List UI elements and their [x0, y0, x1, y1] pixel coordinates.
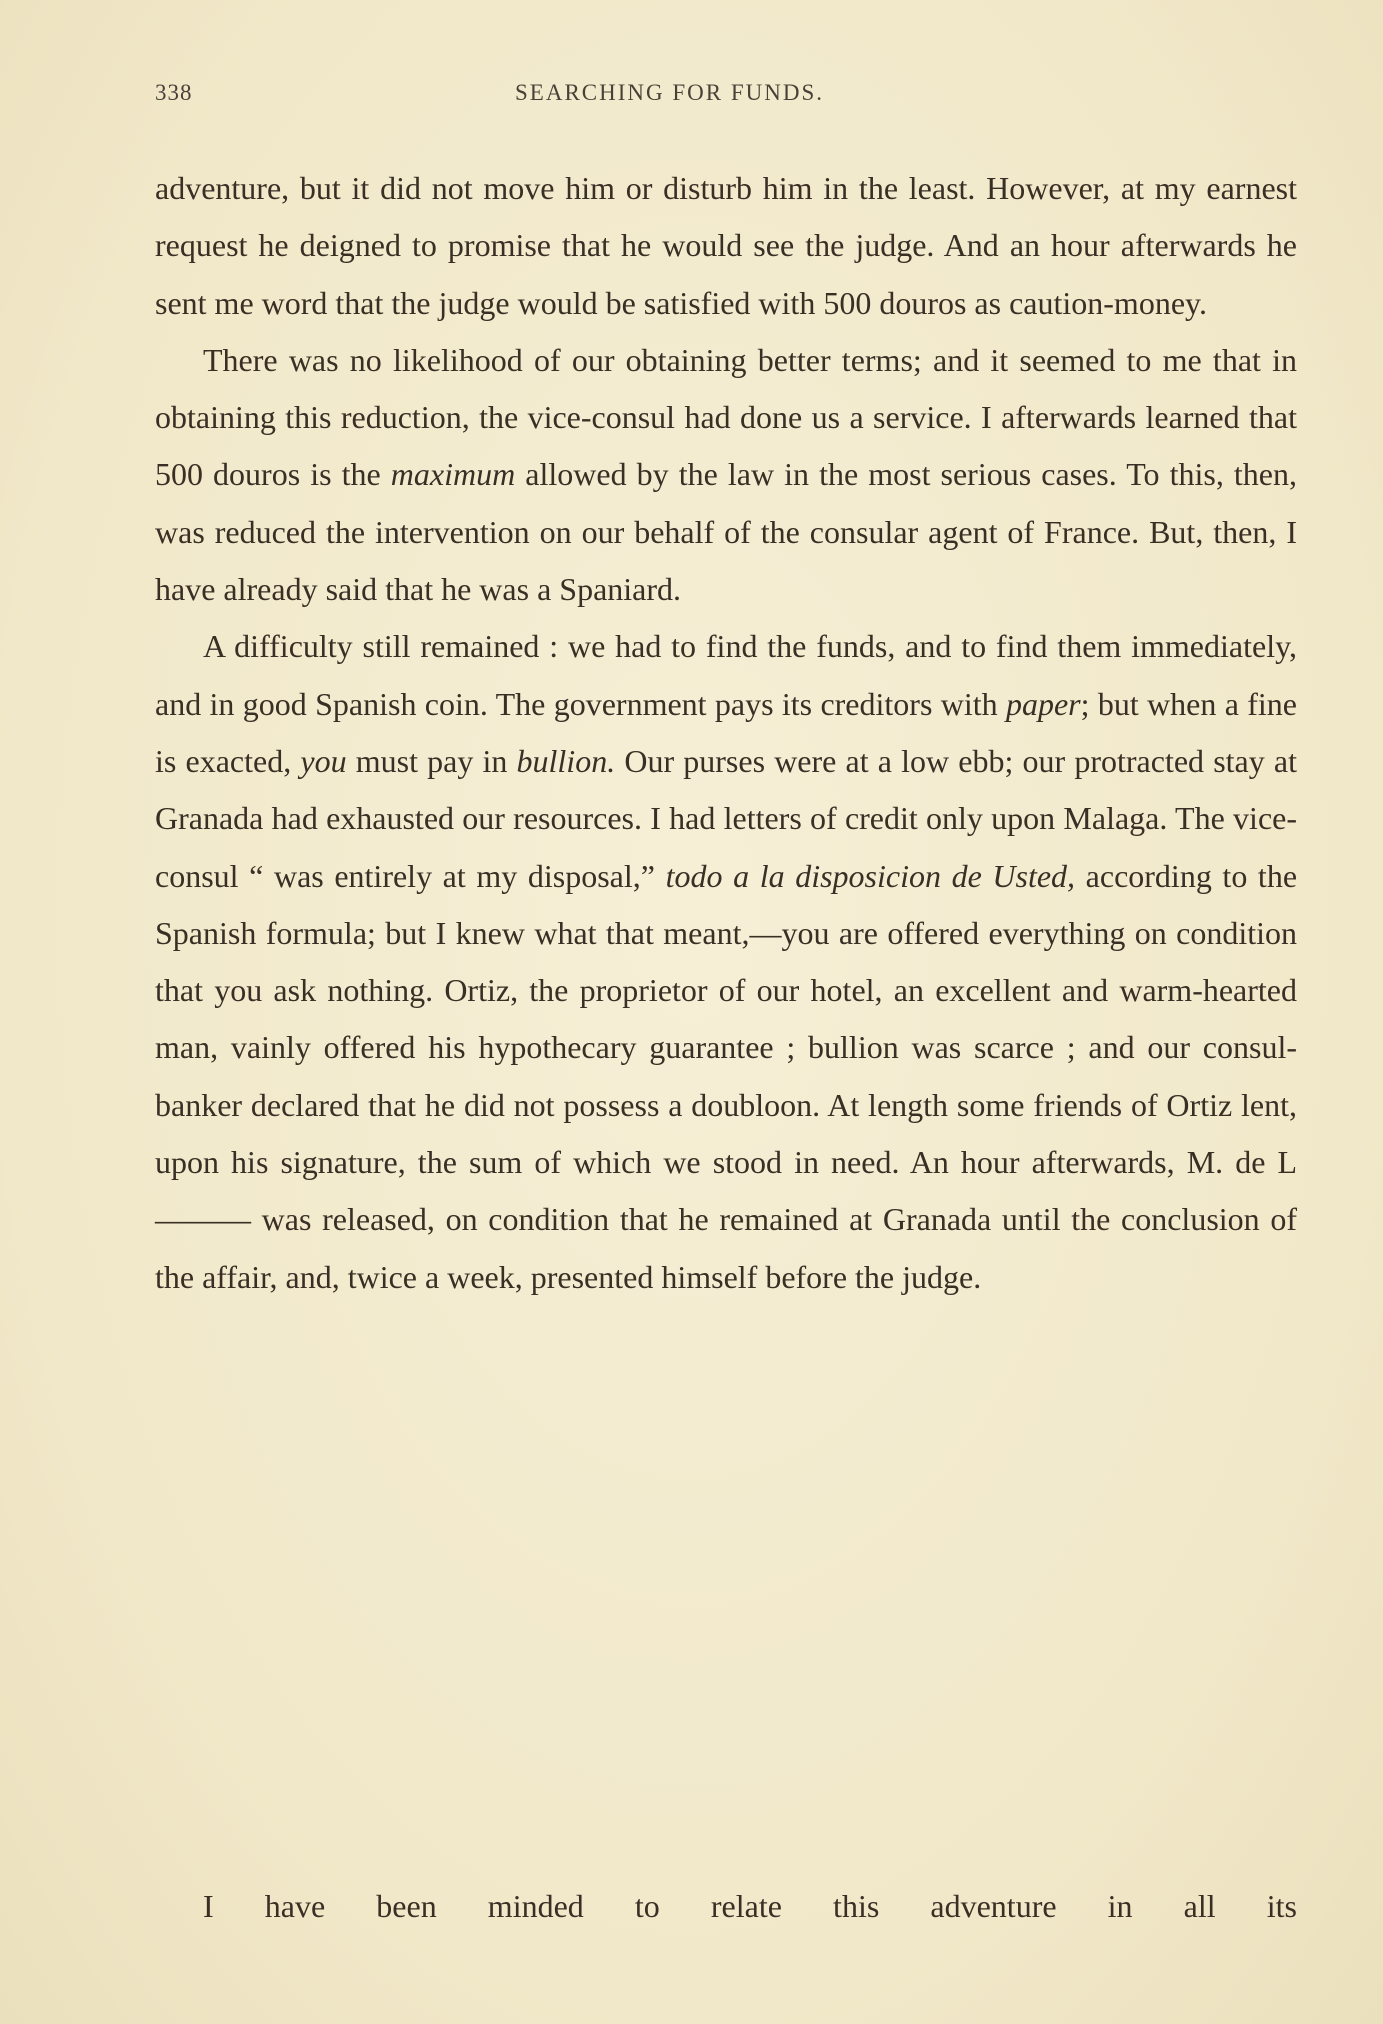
text-segment: according to the Spanish formula; but I knew what that meant,—you are offered everything on condition that you ask nothing. Ortiz, the proprietor of our hotel, an excellent and warm-hearted man, vainly offered his hypothecary guarantee ; bullion was scarce ; and our consul-banker declared that he did not possess a doubloon. At length some friends of Ortiz lent, upon his signature, the sum of which we stood in need. An hour afterwards, M. de L——— was released, on condition that he remained at Granada until the conclusion of the affair, and, twice a week, presented himself before the judge.	[155, 857, 1298, 1295]
text-segment: adventure, but it did not move him or disturb him in the least. However, at my earnest request he deigned to promise that he would see the judge. And an hour afterwards he sent me word that the judge would be satisfied with 500 douros as caution-money.	[155, 170, 1297, 321]
body-text	[155, 160, 1297, 1306]
continuation-line: I have been minded to relate this adventure in all its	[203, 1888, 1297, 1924]
running-header	[155, 80, 1295, 110]
text-segment: ; but when a fine is exacted,	[155, 685, 1298, 779]
italic-text: maximum	[390, 456, 516, 493]
running-title: SEARCHING FOR FUNDS.	[515, 80, 825, 105]
italic-text: paper	[1005, 685, 1081, 722]
paragraph	[155, 618, 1297, 1306]
text-segment: There was no likelihood of our obtaining better terms; and it seemed to me that in obtaining this reduction, the vice-consul had done us a service. I afterwards learned that 500 douros is the	[155, 341, 1297, 493]
text-segment: A difficulty still remained : we had to find the funds, and to find them immediately, and in good Spanish coin. The government pays its creditors with	[155, 628, 1297, 722]
paragraph	[155, 332, 1297, 618]
italic-text: todo a la disposicion de Usted,	[665, 857, 1076, 894]
italic-text: you	[300, 742, 347, 779]
italic-text: bullion.	[516, 742, 616, 779]
text-segment: Our purses were at a low ebb; our protracted stay at Granada had exhausted our resources. I had letters of credit only upon Malaga. The vice-consul “ was entirely at my disposal,”	[155, 742, 1297, 894]
paragraph	[155, 160, 1297, 332]
text-segment: allowed by the law in the most serious cases. To this, then, was reduced the intervention on our behalf of the consular agent of France. But, then, I have already said that he was a Spaniard.	[155, 456, 1298, 608]
text-segment: must pay in	[346, 742, 517, 779]
page-number: 338	[155, 80, 193, 105]
